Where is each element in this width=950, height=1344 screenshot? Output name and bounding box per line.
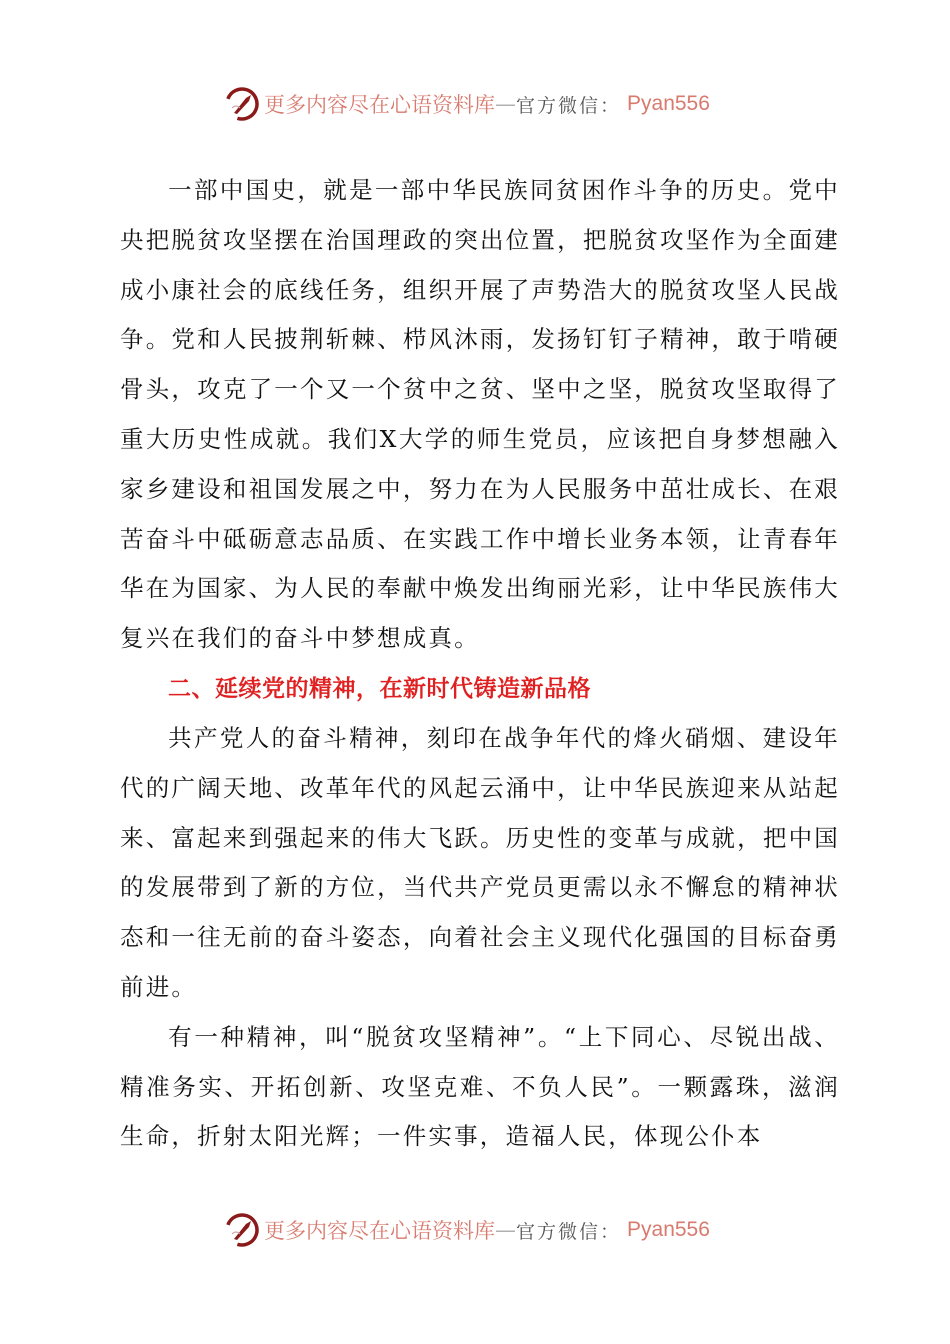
paragraph: 有一种精神，叫“脱贫攻坚精神”。“上下同心、尽锐出战、精准务实、开拓创新、攻坚克难、不负人民”。一颗露珠，滋润生命，折射太阳光辉；一件实事，造福人民，体现公仆本 [120,1022,840,1151]
header-banner [224,84,724,124]
quill-pen-logo-icon [224,86,260,122]
wechat-id: Pyan556 [627,1218,710,1241]
brand-text: 更多内容尽在心语资料库 [264,1219,495,1243]
dash: — [495,1218,516,1242]
document-body [120,166,840,1162]
wechat-id: Pyan556 [627,92,710,115]
footer-banner [224,1210,724,1250]
section-heading: 二、延续党的精神，在新时代铸造新品格 [168,675,591,702]
brand-text: 更多内容尽在心语资料库 [264,93,495,117]
wechat-label: 官方微信： [516,1220,622,1243]
paragraph: 一部中国史，就是一部中华民族同贫困作斗争的历史。党中央把脱贫攻坚摆在治国理政的突出位置，把脱贫攻坚作为全面建成小康社会的底线任务，组织开展了声势浩大的脱贫攻坚人民战争。党和人民披荆斩棘、栉风沐雨，发扬钉钉子精神，敢于啃硬骨头，攻克了一个又一个贫中之贫、坚中之坚，脱贫攻坚取得了重大历史性成就。我们X大学的师生党员，应该把自身梦想融入家乡建设和祖国发展之中，努力在为人民服务中茁壮成长、在艰苦奋斗中砥砺意志品质、在实践工作中增长业务本领，让青春年华在为国家、为人民的奉献中焕发出绚丽光彩，让中华民族伟大复兴在我们的奋斗中梦想成真。 [120,176,840,653]
quill-pen-logo-icon [224,1212,260,1248]
wechat-label: 官方微信： [516,94,622,117]
dash: — [495,92,516,116]
paragraph: 共产党人的奋斗精神，刻印在战争年代的烽火硝烟、建设年代的广阔天地、改革年代的风起云涌中，让中华民族迎来从站起来、富起来到强起来的伟大飞跃。历史性的变革与成就，把中国的发展带到了新的方位，当代共产党员更需以永不懈怠的精神状态和一往无前的奋斗姿态，向着社会主义现代化强国的目标奋勇前进。 [120,723,840,1001]
